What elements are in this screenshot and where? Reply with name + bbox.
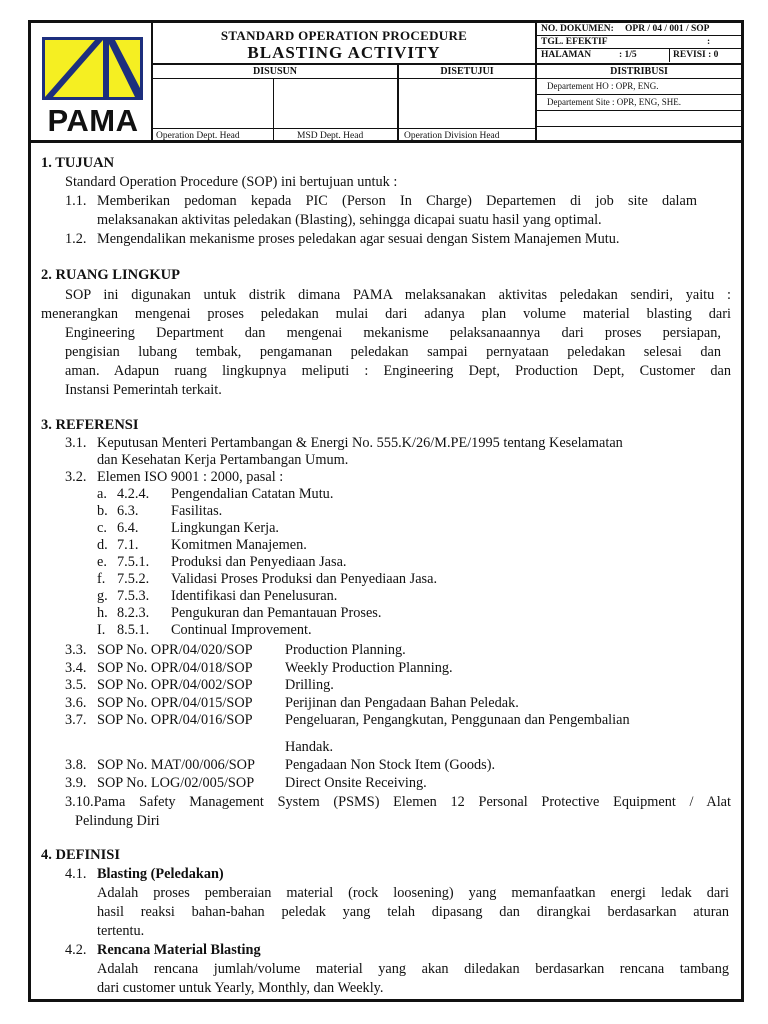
sop-title: Perijinan dan Pengadaan Bahan Peledak. [285,694,519,711]
pama-logo-icon [42,37,143,100]
iso-item-letter: e. [97,554,107,570]
iso-clause-code: 4.2.4. [117,486,150,502]
prepared-signature-area [153,79,397,129]
definisi-term: Rencana Material Blasting [97,942,261,958]
referensi-number: 3.5. [65,677,87,693]
doc-number-row [537,23,741,36]
iso-clause-title: Produksi dan Penyediaan Jasa. [171,554,347,570]
iso-item-letter: c. [97,520,107,536]
signer-operation-division-head: Operation Division Head [404,131,500,141]
referensi-text: Pelindung Diri [75,813,160,829]
tujuan-item-number: 1.1. [65,193,87,209]
iso-clause-code: 8.2.3. [117,605,150,621]
signer-operation-dept-head: Operation Dept. Head [156,131,240,141]
sop-code: SOP No. OPR/04/018/SOP [97,659,253,676]
section-ruang-lingkup-title: 2. RUANG LINGKUP [41,267,180,283]
approved-signature-area [399,79,535,129]
title-cell [153,23,537,65]
prepared-signers [153,129,397,143]
distribution-site: Departement Site : OPR, ENG, SHE. [537,95,741,111]
iso-clause-title: Continual Improvement. [171,622,312,638]
tujuan-intro: Standard Operation Procedure (SOP) ini bertujuan untuk : [65,174,398,190]
logo-wordmark: PAMA [47,103,139,138]
referensi-text: Elemen ISO 9001 : 2000, pasal : [97,469,284,485]
iso-clause-code: 8.5.1. [117,622,150,638]
tujuan-item-text: Memberikan pedoman kepada PIC (Person In Charge) Departemen di job site dalam [97,193,697,209]
definisi-number: 4.2. [65,942,87,958]
referensi-text: Keputusan Menteri Pertambangan & Energi No. 555.K/26/M.PE/1995 tentang Keselamatan [97,435,623,451]
definisi-number: 4.1. [65,866,87,882]
iso-item-letter: d. [97,537,108,553]
ruang-lingkup-text: pengisian lubang tembak, pengamanan peledakan sampai pernyataan peledakan selesai dan [65,344,721,360]
sop-code: SOP No. OPR/04/002/SOP [97,677,253,693]
referensi-text: 3.10.Pama Safety Management System (PSMS) Elemen 12 Personal Protective Equipment / Alat [65,794,731,810]
iso-clause-code: 7.1. [117,537,139,553]
sop-title: Weekly Production Planning. [285,659,453,676]
ruang-lingkup-text: aman. Adapun ruang lingkupnya meliputi : Engineering Dept, Production Dept, Customer dan [65,363,731,379]
iso-clause-title: Identifikasi dan Penelusuran. [171,588,338,604]
referensi-number: 3.6. [65,694,87,711]
iso-clause-title: Pengendalian Catatan Mutu. [171,486,334,502]
referensi-number: 3.1. [65,435,87,451]
iso-clause-code: 6.4. [117,520,139,536]
signer-msd-dept-head: MSD Dept. Head [297,131,364,141]
referensi-number: 3.9. [65,775,87,791]
document-info-table [537,23,741,65]
tujuan-item-number: 1.2. [65,231,87,247]
sop-title: Pengadaan Non Stock Item (Goods). [285,757,496,773]
iso-item-letter: g. [97,588,108,604]
section-referensi-title: 3. REFERENSI [41,417,139,433]
definisi-text: Adalah rencana jumlah/volume material yang akan diledakan berdasarkan rencana tambang [97,961,729,977]
doc-number-label: NO. DOKUMEN: [541,24,614,34]
distribution-empty-1 [537,111,741,127]
referensi-text: dan Kesehatan Kerja Pertambangan Umum. [97,452,349,468]
prepared-by-heading: DISUSUN [153,65,397,79]
referensi-number: 3.8. [65,757,87,773]
effective-date-label: TGL. EFEKTIF [541,37,608,47]
referensi-number: 3.7. [65,712,87,728]
iso-clause-code: 6.3. [117,503,139,519]
iso-item-letter: f. [97,571,106,587]
sop-title: Drilling. [285,677,334,693]
definisi-term: Blasting (Peledakan) [97,866,224,882]
distribution-block [537,65,741,143]
iso-clause-code: 7.5.3. [117,588,150,604]
iso-item-letter: a. [97,486,107,502]
iso-item-letter: b. [97,503,108,519]
ruang-lingkup-text: SOP ini digunakan untuk distrik dimana PAMA melaksanakan aktivitas peledakan sendiri, yaitu : [65,287,731,303]
approved-by-heading: DISETUJUI [399,65,535,79]
sop-title: Direct Onsite Receiving. [285,775,427,791]
definisi-text: Adalah proses pemberaian material (rock loosening) yang memanfaatkan energi ledak dari [97,885,729,901]
page-label: HALAMAN [541,50,592,60]
iso-clause-title: Komitmen Manajemen. [171,537,307,553]
document-page [28,20,744,1002]
effective-date-value: : [707,37,711,47]
distribution-heading: DISTRIBUSI [537,65,741,79]
iso-clause-title: Lingkungan Kerja. [171,520,279,536]
sop-code: SOP No. OPR/04/015/SOP [97,694,253,711]
sop-code: SOP No. OPR/04/016/SOP [97,712,253,728]
distribution-ho: Departement HO : OPR, ENG. [537,79,741,95]
ruang-lingkup-text: menerangkan mengenai proses peledakan mulai dari adanya plan volume material blasting dari [41,306,731,322]
document-title: BLASTING ACTIVITY [247,43,441,62]
ruang-lingkup-text: Engineering Department dan mengenai mekanisme pelaksanaannya dari proses persiapan, [65,325,721,341]
logo-cell [31,23,153,143]
approved-by-block [399,65,537,143]
prepared-by-block [153,65,399,143]
revision-value: REVISI : 0 [669,49,718,62]
iso-item-letter: h. [97,605,108,621]
document-header [31,23,741,143]
tujuan-item-text: melaksanakan aktivitas peledakan (Blasting), sehingga dicapai suatu hasil yang optimal. [97,212,602,228]
sop-code: SOP No. OPR/04/020/SOP [97,642,253,658]
iso-item-letter: I. [97,622,106,638]
iso-clause-title: Validasi Proses Produksi dan Penyediaan Jasa. [171,571,438,587]
ruang-lingkup-text: Instansi Pemerintah terkait. [65,382,222,398]
document-type-title: STANDARD OPERATION PROCEDURE [220,28,468,43]
sop-code: SOP No. MAT/00/006/SOP [97,757,255,773]
page-row [537,49,741,62]
approved-signers [399,129,535,143]
referensi-number: 3.4. [65,659,87,676]
iso-clause-title: Fasilitas. [171,503,223,519]
tujuan-item-text: Mengendalikan mekanisme proses peledakan agar sesuai dengan Sistem Manajemen Mutu. [97,231,620,247]
distribution-empty-2 [537,127,741,143]
iso-clause-title: Pengukuran dan Pemantauan Proses. [171,605,382,621]
doc-number-value: OPR / 04 / 001 / SOP [625,24,710,34]
section-tujuan-title: 1. TUJUAN [41,155,115,171]
referensi-number: 3.3. [65,642,87,658]
definisi-text: dari customer untuk Yearly, Monthly, dan Weekly. [97,980,384,996]
sop-title: Production Planning. [285,642,406,658]
iso-clause-code: 7.5.2. [117,571,150,587]
page-value: : 1/5 [619,50,637,60]
iso-clause-code: 7.5.1. [117,554,150,570]
referensi-text: Handak. [285,739,334,755]
definisi-text: tertentu. [97,923,145,939]
referensi-number: 3.2. [65,469,87,485]
definisi-text: hasil reaksi bahan-bahan peledak yang telah dipasang dan dirangkai berdasarkan aturan [97,904,729,920]
effective-date-row [537,36,741,49]
section-definisi-title: 4. DEFINISI [41,847,120,863]
sop-code: SOP No. LOG/02/005/SOP [97,775,255,791]
sop-title: Pengeluaran, Pengangkutan, Penggunaan dan Pengembalian [285,712,630,728]
